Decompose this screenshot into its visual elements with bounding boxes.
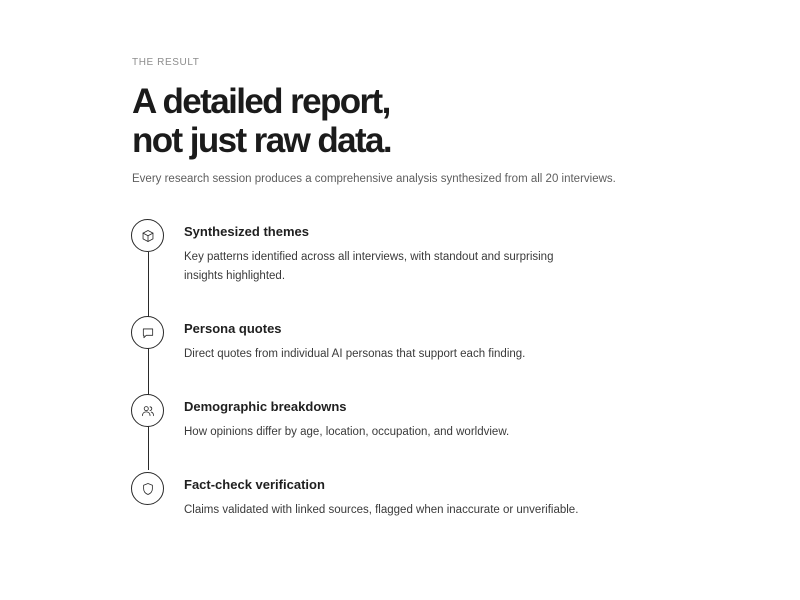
section-headline — [132, 82, 391, 160]
step-description: How opinions differ by age, location, occupation, and worldview. — [184, 426, 510, 438]
step-icon-circle — [131, 394, 164, 427]
timeline-connector — [148, 252, 149, 470]
section-subtitle: Every research session produces a comprehensive analysis synthesized from all 20 interviews. — [132, 173, 616, 185]
users-icon — [141, 404, 155, 418]
shield-icon — [141, 482, 155, 496]
headline-line-2: not just raw data. — [132, 121, 392, 160]
step-title: Synthesized themes — [184, 224, 309, 239]
cube-icon — [141, 229, 155, 243]
section-eyebrow: THE RESULT — [132, 57, 200, 68]
headline-line-1: A detailed report, — [132, 82, 390, 121]
step-title: Demographic breakdowns — [184, 399, 347, 414]
step-description: Direct quotes from individual AI personas that support each finding. — [184, 348, 526, 360]
step-title: Fact-check verification — [184, 477, 325, 492]
step-description: Key patterns identified across all interviews, with standout and surprising insights highlighted. — [184, 251, 554, 282]
chat-bubble-icon — [141, 326, 155, 340]
step-title: Persona quotes — [184, 321, 282, 336]
step-icon-circle — [131, 316, 164, 349]
step-description: Claims validated with linked sources, flagged when inaccurate or unverifiable. — [184, 504, 579, 516]
step-icon-circle — [131, 219, 164, 252]
step-icon-circle — [131, 472, 164, 505]
